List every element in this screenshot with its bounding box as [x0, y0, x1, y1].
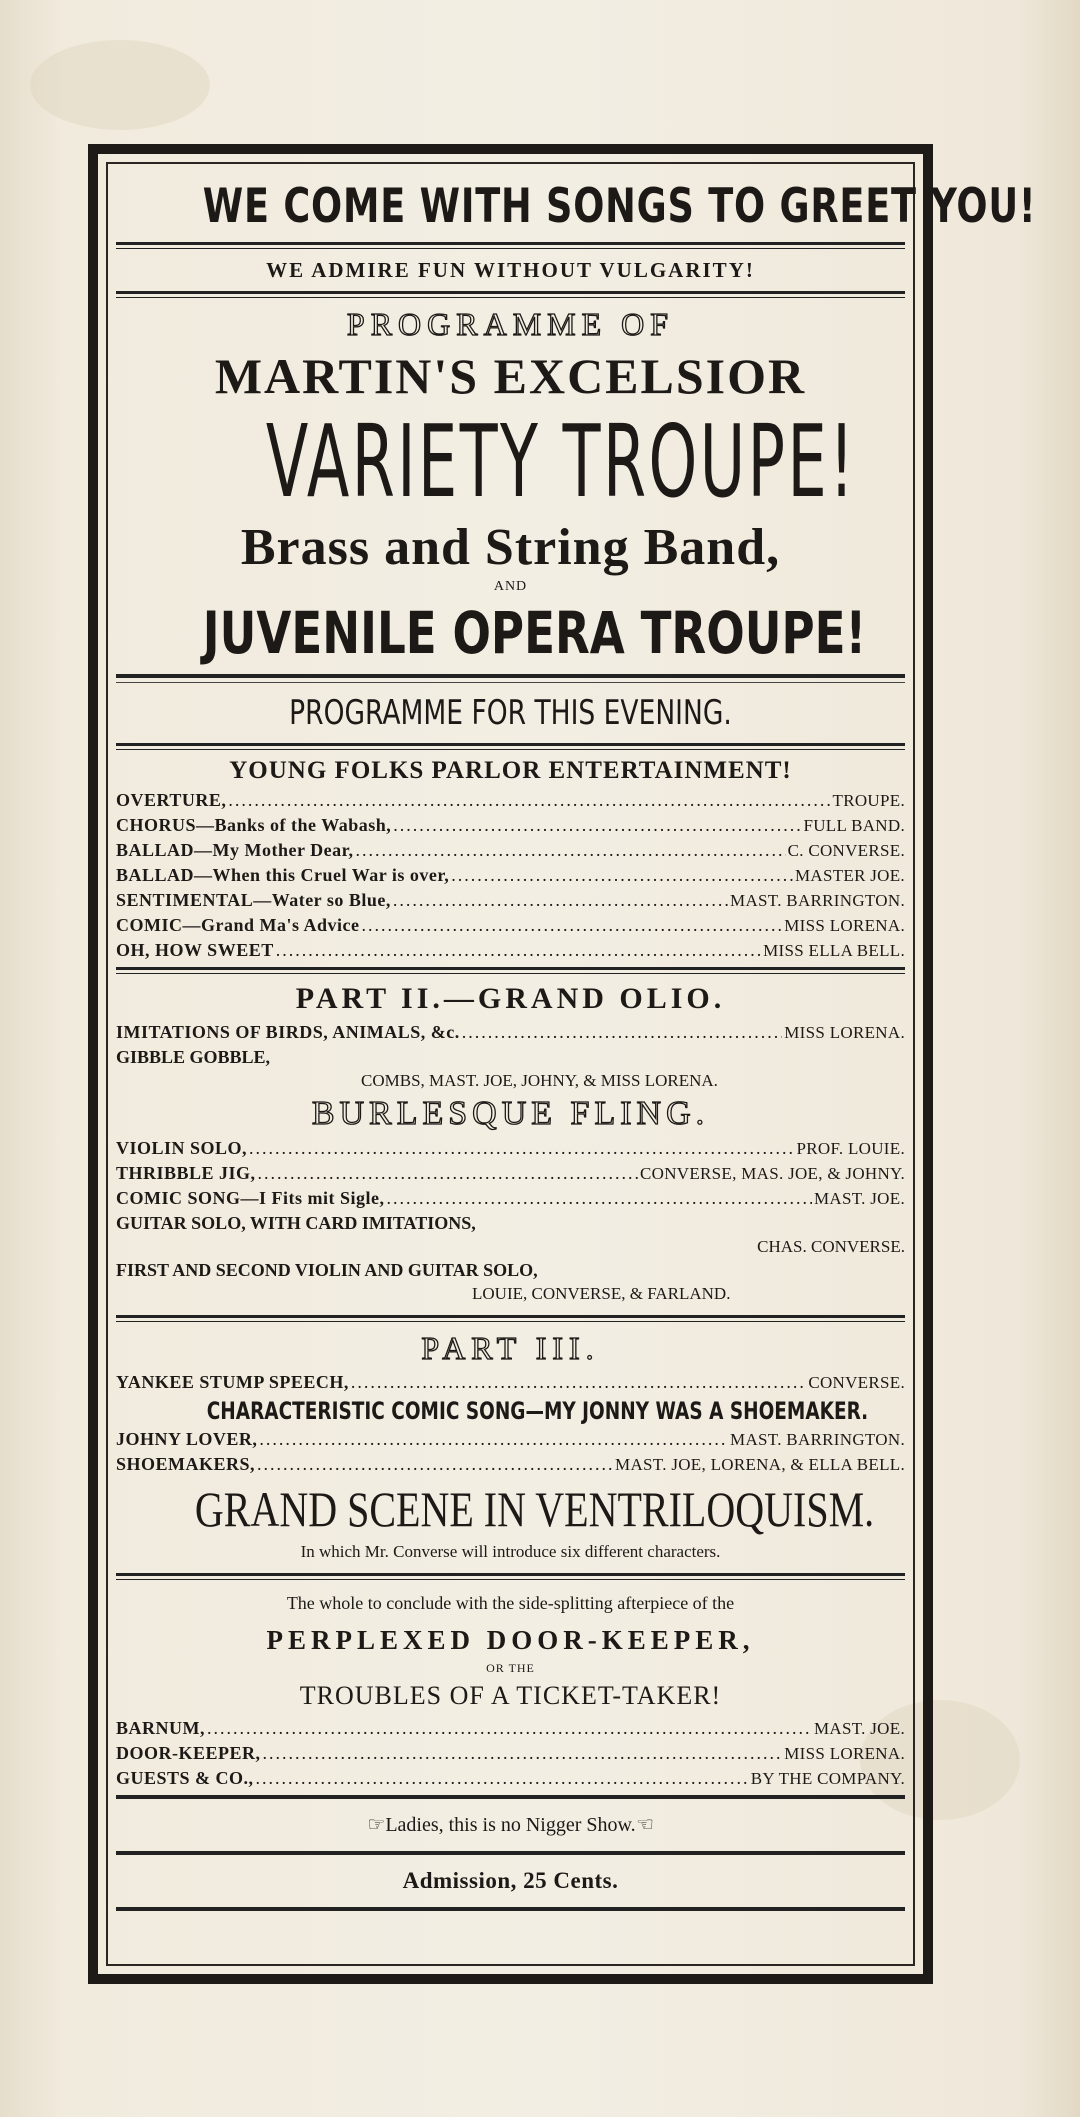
list-item-performer: COMBS, MAST. JOE, JOHNY, & MISS LORENA.	[361, 1071, 718, 1090]
list-item: JOHNY LOVER, ..... MAST. BARRINGTON.	[116, 1427, 905, 1452]
programme-border	[88, 144, 1037, 1984]
list-item: BARNUM, ..... MAST. JOE.	[116, 1716, 905, 1741]
comic-song: CHARACTERISTIC COMIC SONG—MY JONNY WAS A SHOEMAKER.	[206, 1397, 869, 1425]
divider	[116, 1851, 905, 1855]
afterpiece-subtitle: TROUBLES OF A TICKET-TAKER!	[299, 1681, 722, 1710]
list-item: THRIBBLE JIG, ..... CONVERSE, MAS. JOE, & JOHNY.	[116, 1161, 905, 1186]
juvenile-title: JUVENILE OPERA TROUPE!	[202, 599, 867, 667]
divider	[116, 967, 905, 974]
list-item: FIRST AND SECOND VIOLIN AND GUITAR SOLO,	[116, 1260, 538, 1280]
and-label: AND	[493, 579, 528, 594]
notice: ☞Ladies, this is no Nigger Show.☞	[116, 1803, 905, 1847]
admission: Admission, 25 Cents.	[402, 1868, 619, 1893]
evening-title: PROGRAMME FOR THIS EVENING.	[289, 693, 732, 733]
pointing-hand-icon: ☞	[367, 1814, 386, 1836]
divider	[116, 291, 905, 298]
list-item: SHOEMAKERS, ..... MAST. JOE, LORENA, & ELLA BELL.	[116, 1452, 905, 1477]
afterpiece-title: PERPLEXED DOOR-KEEPER,	[266, 1625, 755, 1655]
list-item: CHORUS—Banks of the Wabash, ..... FULL BAND.	[116, 813, 905, 838]
pointing-hand-icon: ☞	[635, 1814, 654, 1836]
list-item: YANKEE STUMP SPEECH, ..... CONVERSE.	[116, 1370, 905, 1395]
list-item: VIOLIN SOLO, ..... PROF. LOUIE.	[116, 1136, 905, 1161]
programme-of: PROGRAMME OF	[346, 306, 675, 342]
divider	[116, 674, 905, 678]
list-item: GUITAR SOLO, WITH CARD IMITATIONS,	[116, 1213, 476, 1233]
list-item: DOOR-KEEPER, ..... MISS LORENA.	[116, 1741, 905, 1766]
list-item: OH, HOW SWEET ..... MISS ELLA BELL.	[116, 938, 905, 963]
divider	[116, 682, 905, 683]
list-item: COMIC SONG—I Fits mit Sigle, ..... MAST. JOE.	[116, 1186, 905, 1211]
burlesque-title: BURLESQUE FLING.	[311, 1095, 710, 1132]
list-item: GUESTS & CO., ..... BY THE COMPANY.	[116, 1766, 905, 1791]
part2-title: PART II.—GRAND OLIO.	[295, 982, 726, 1015]
divider	[116, 242, 905, 249]
band-title: Brass and String Band,	[240, 519, 781, 576]
list-item-performer: CHAS. CONVERSE.	[757, 1237, 905, 1256]
or-the-label: OR THE	[486, 1661, 535, 1675]
headline: WE COME WITH SONGS TO GREET YOU!	[202, 179, 1037, 234]
troupe-name: VARIETY TROUPE!	[265, 403, 857, 520]
list-item-performer: LOUIE, CONVERSE, & FARLAND.	[472, 1284, 731, 1303]
divider	[116, 1573, 905, 1580]
ventriloquism-title: GRAND SCENE IN VENTRILOQUISM.	[194, 1481, 875, 1537]
company-name: MARTIN'S EXCELSIOR	[214, 348, 807, 404]
list-item: SENTIMENTAL—Water so Blue, ..... MAST. BARRINGTON.	[116, 888, 905, 913]
list-item: GIBBLE GOBBLE,	[116, 1047, 271, 1067]
list-item: IMITATIONS OF BIRDS, ANIMALS, &c. ..... MISS LORENA.	[116, 1020, 905, 1045]
list-item: BALLAD—When this Cruel War is over, ..... MASTER JOE.	[116, 863, 905, 888]
part1-list	[116, 788, 905, 963]
divider	[116, 1795, 905, 1799]
list-item: COMIC—Grand Ma's Advice ..... MISS LORENA.	[116, 913, 905, 938]
divider	[116, 1315, 905, 1322]
list-item: BALLAD—My Mother Dear, ..... C. CONVERSE.	[116, 838, 905, 863]
ventriloquism-note: In which Mr. Converse will introduce six different characters.	[300, 1542, 721, 1561]
divider	[116, 743, 905, 750]
divider	[116, 1907, 905, 1911]
list-item: OVERTURE, ..... TROUPE.	[116, 788, 905, 813]
part1-title: YOUNG FOLKS PARLOR ENTERTAINMENT!	[229, 757, 792, 784]
motto: WE ADMIRE FUN WITHOUT VULGARITY!	[266, 258, 755, 282]
programme-content	[116, 170, 1037, 1915]
part3-title: PART III.	[421, 1330, 600, 1366]
paper-stain	[30, 40, 210, 130]
afterpiece-intro: The whole to conclude with the side-splitting afterpiece of the	[286, 1593, 735, 1613]
